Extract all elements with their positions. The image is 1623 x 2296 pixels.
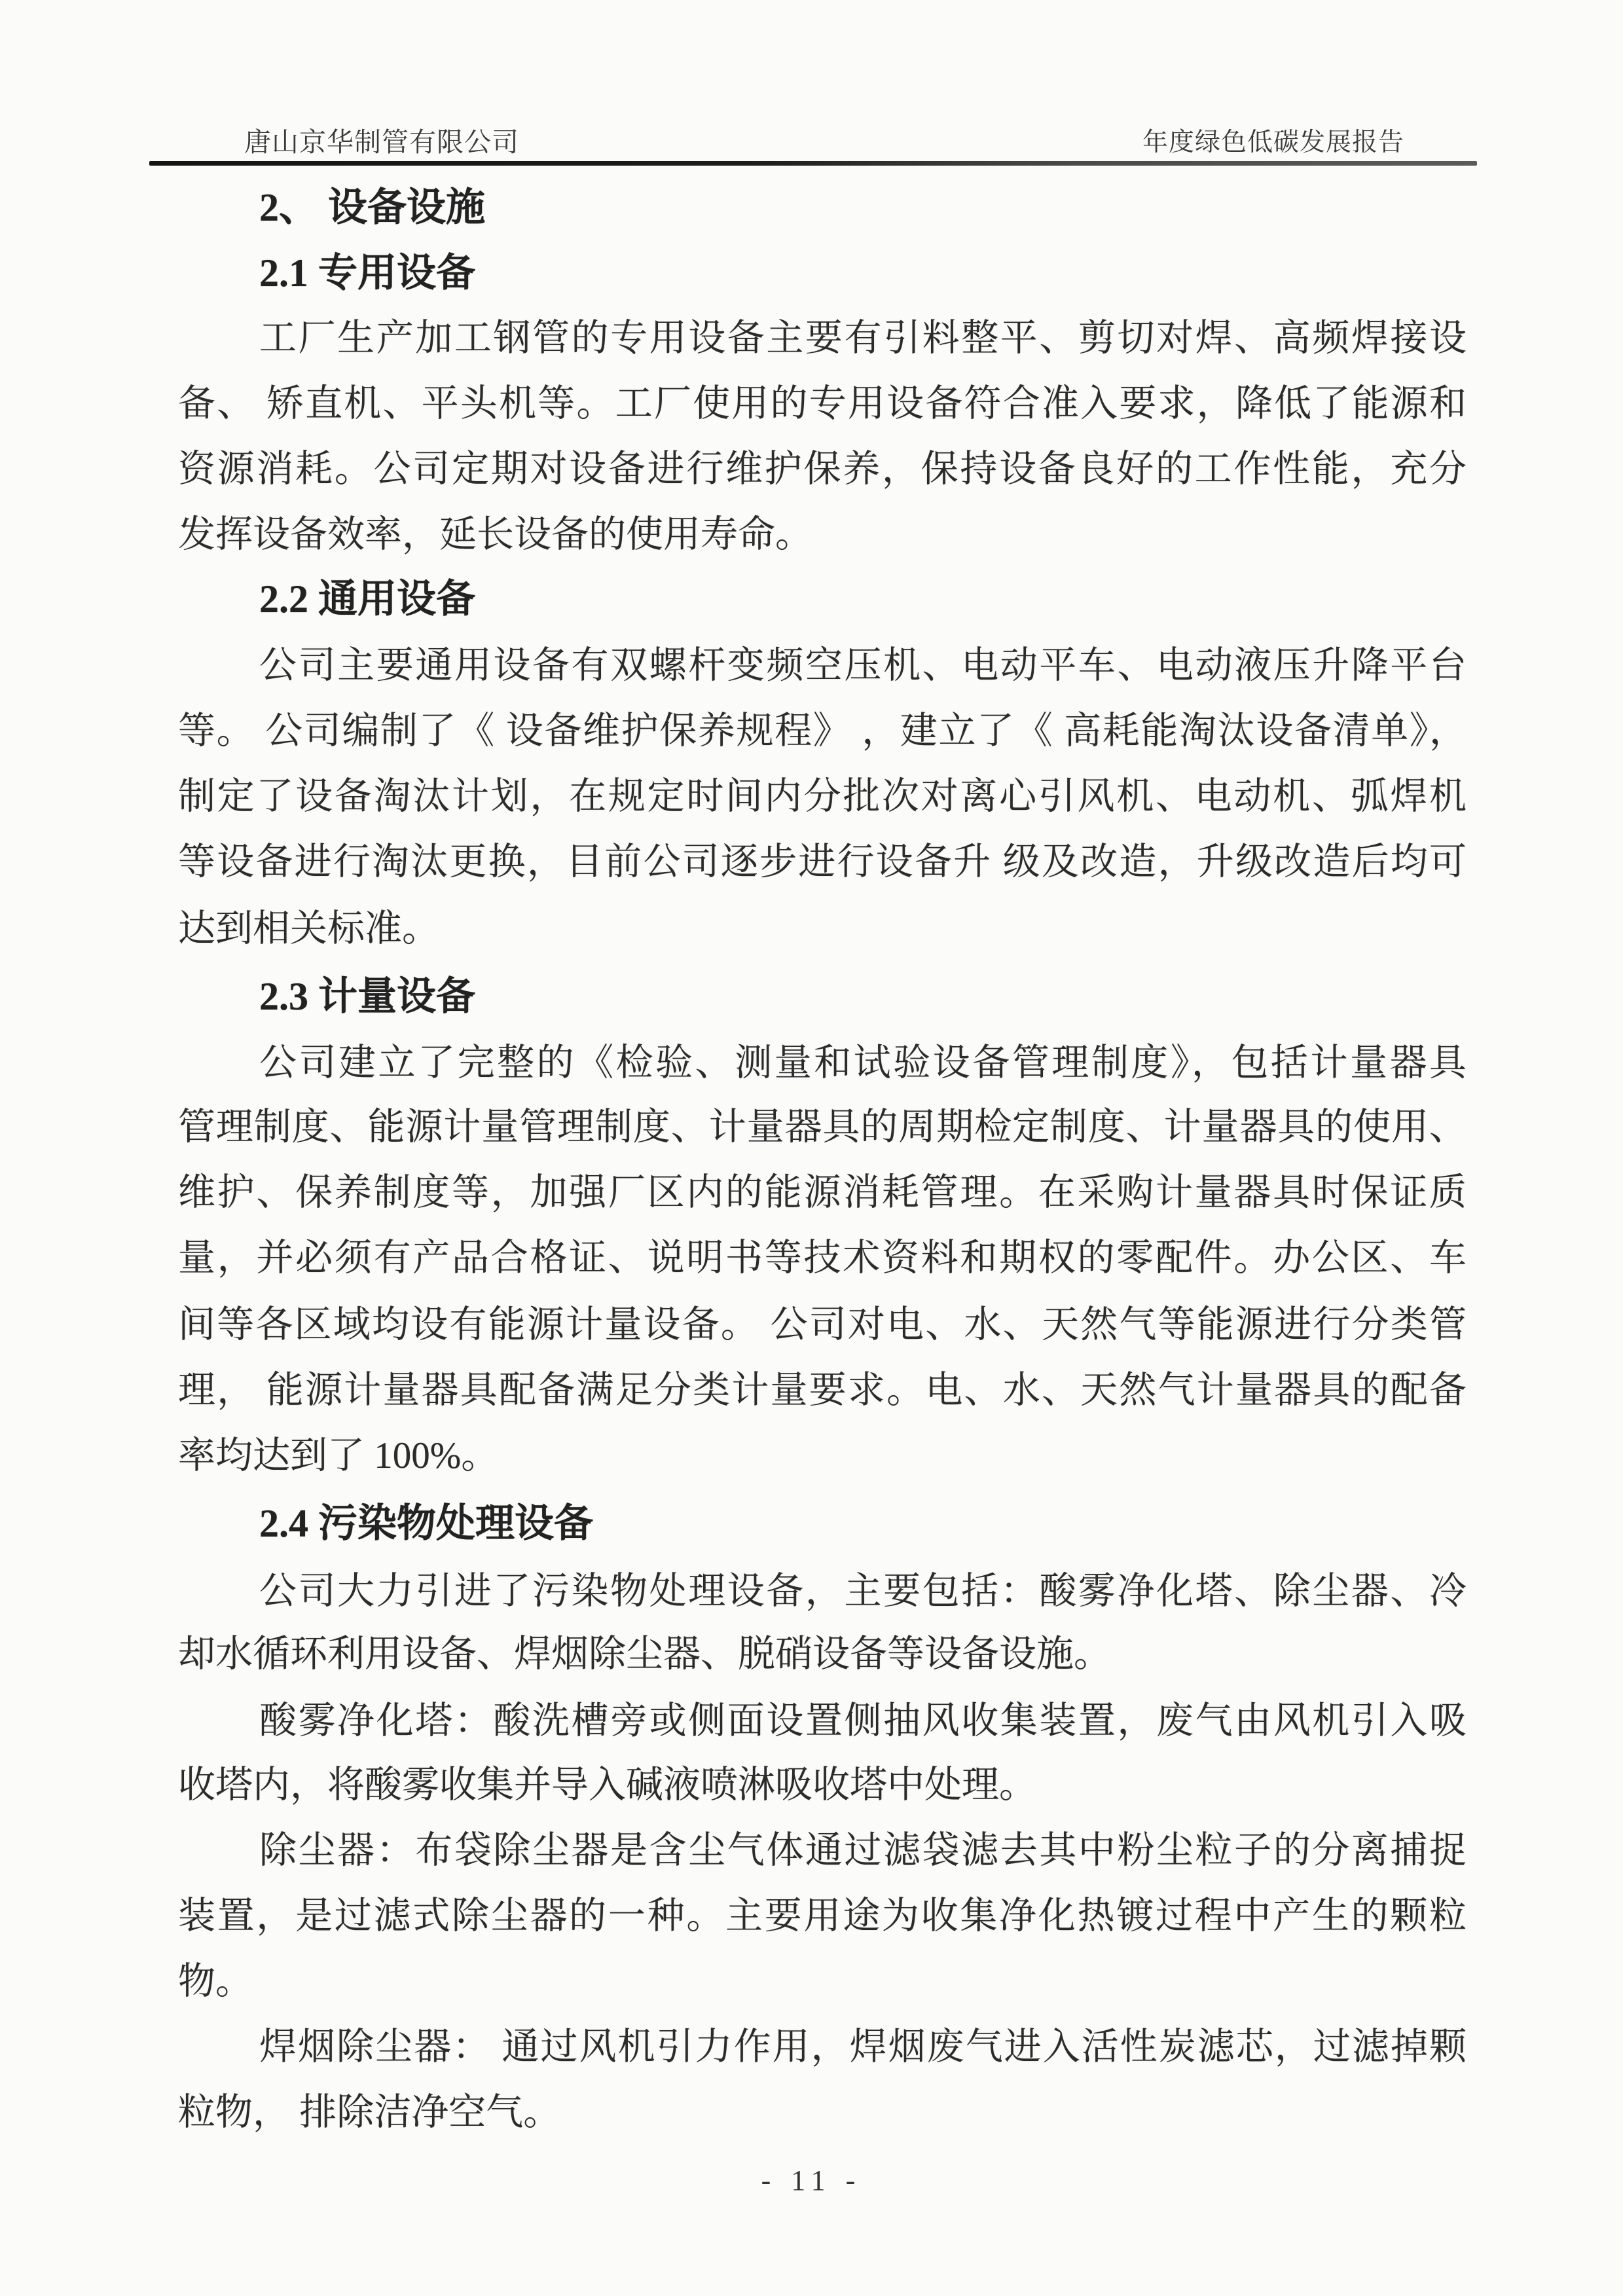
header-rule xyxy=(149,161,1477,166)
section-heading-2-1: 2.1 专用设备 xyxy=(259,251,475,295)
text-line: 间等各区域均设有能源计量设备。 公司对电、水、天然气等能源进行分类管 xyxy=(178,1304,1467,1345)
text-line: 率均达到了 100%。 xyxy=(178,1435,499,1476)
section-heading-2: 2、 设备设施 xyxy=(259,186,485,229)
header-company-name: 唐山京华制管有限公司 xyxy=(244,127,519,157)
text-line: 等。 公司编制了《 设备维护保养规程》 ，建立了《 高耗能淘汰设备清单》， xyxy=(178,710,1467,752)
text-line: 酸雾净化塔：酸洗槽旁或侧面设置侧抽风收集装置，废气由风机引入吸 xyxy=(259,1700,1467,1741)
text-line: 维护、保养制度等，加强厂区内的能源消耗管理。在采购计量器具时保证质 xyxy=(178,1172,1467,1213)
text-line: 理， 能源计量器具配备满足分类计量要求。电、水、天然气计量器具的配备 xyxy=(178,1370,1467,1411)
section-heading-2-2: 2.2 通用设备 xyxy=(259,577,475,621)
text-line: 量，并必须有产品合格证、说明书等技术资料和期权的零配件。办公区、车 xyxy=(178,1237,1467,1279)
footer-page-number: - 11 - xyxy=(761,2164,862,2196)
text-line: 物。 xyxy=(178,1961,253,2002)
section-heading-2-3: 2.3 计量设备 xyxy=(259,975,475,1018)
text-line: 工厂生产加工钢管的专用设备主要有引料整平、剪切对焊、高频焊接设 xyxy=(259,318,1467,359)
text-line: 发挥设备效率，延长设备的使用寿命。 xyxy=(178,514,812,555)
text-line: 粒物， 排除洁净空气。 xyxy=(178,2092,561,2133)
section-heading-2-4: 2.4 污染物处理设备 xyxy=(259,1502,593,1545)
text-line: 达到相关标准。 xyxy=(178,908,439,949)
text-line: 等设备进行淘汰更换，目前公司逐步进行设备升 级及改造，升级改造后均可 xyxy=(178,841,1467,883)
text-line: 公司主要通用设备有双螺杆变频空压机、电动平车、电动液压升降平台 xyxy=(259,645,1467,686)
text-line: 除尘器：布袋除尘器是含尘气体通过滤袋滤去其中粉尘粒子的分离捕捉 xyxy=(259,1830,1467,1871)
text-line: 却水循环利用设备、焊烟除尘器、脱硝设备等设备设施。 xyxy=(178,1633,1111,1675)
text-line: 备、 矫直机、平头机等。工厂使用的专用设备符合准入要求，降低了能源和 xyxy=(178,383,1467,424)
header-report-title: 年度绿色低碳发展报告 xyxy=(1142,128,1404,156)
text-line: 公司建立了完整的《检验、测量和试验设备管理制度》，包括计量器具 xyxy=(259,1042,1467,1084)
text-line: 装置，是过滤式除尘器的一种。主要用途为收集净化热镀过程中产生的颗粒 xyxy=(178,1895,1467,1937)
text-line: 制定了设备淘汰计划，在规定时间内分批次对离心引风机、电动机、弧焊机 xyxy=(178,776,1467,817)
text-line: 收塔内，将酸雾收集并导入碱液喷淋吸收塔中处理。 xyxy=(178,1764,1036,1806)
text-line: 焊烟除尘器： 通过风机引力作用，焊烟废气进入活性炭滤芯，过滤掉颗 xyxy=(259,2026,1467,2068)
text-line: 公司大力引进了污染物处理设备，主要包括：酸雾净化塔、除尘器、冷 xyxy=(259,1571,1467,1612)
text-line: 管理制度、能源计量管理制度、计量器具的周期检定制度、计量器具的使用、 xyxy=(178,1106,1467,1148)
text-line: 资源消耗。公司定期对设备进行维护保养，保持设备良好的工作性能，充分 xyxy=(178,448,1467,490)
